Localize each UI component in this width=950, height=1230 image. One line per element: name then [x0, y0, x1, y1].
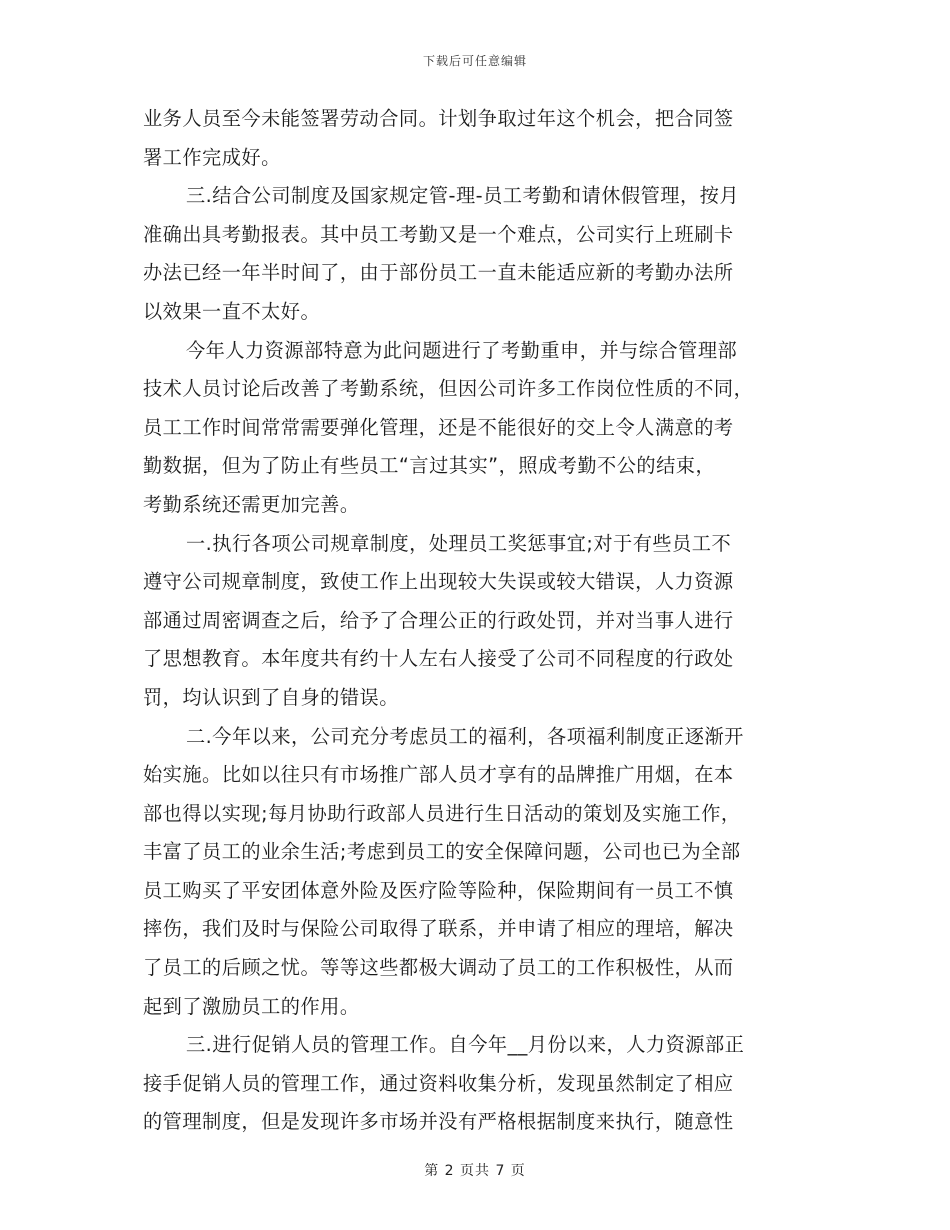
- text-line: 摔伤，我们及时与保险公司取得了联系，并申请了相应的理培，解决: [143, 917, 734, 941]
- page-header: 下载后可任意编辑: [422, 54, 527, 68]
- text-line: 技术人员讨论后改善了考勤系统，但因公司许多工作岗位性质的不同，: [143, 377, 754, 401]
- text-line: 了员工的后顾之忧。等等这些都极大调动了员工的工作积极性，从而: [143, 956, 734, 980]
- text-line: 考勤系统还需更加完善。: [143, 492, 360, 516]
- text-line: 部通过周密调查之后，给予了合理公正的行政处罚，并对当事人进行: [143, 608, 734, 632]
- paragraph-start-line: 今年人力资源部特意为此问题进行了考勤重申，并与综合管理部: [186, 338, 738, 362]
- text-line: 以效果一直不太好。: [143, 299, 321, 323]
- text-line: 勤数据，但为了防止有些员工“言过其实”，照成考勤不公的结束，: [143, 454, 716, 478]
- text-line: 接手促销人员的管理工作，通过资料收集分析，发现虽然制定了相应: [143, 1071, 734, 1095]
- paragraph-start-line: 三.进行促销人员的管理工作。自今年__月份以来，人力资源部正: [186, 1033, 745, 1057]
- text-line: 起到了激励员工的作用。: [143, 994, 360, 1018]
- text-line: 员工工作时间常常需要弹化管理，还是不能很好的交上令人满意的考: [143, 415, 734, 439]
- document-body: [143, 100, 813, 1142]
- paragraph-start-line: 二.今年以来，公司充分考虑员工的福利，各项福利制度正逐渐开: [186, 724, 744, 748]
- text-line: 罚，均认识到了自身的错误。: [143, 685, 399, 709]
- page-footer: 第 2 页共 7 页: [424, 1163, 526, 1179]
- text-line: 的管理制度，但是发现许多市场并没有严格根据制度来执行，随意性: [143, 1110, 734, 1134]
- text-line: 准确出具考勤报表。其中员工考勤又是一个难点，公司实行上班刷卡: [143, 222, 734, 246]
- paragraph-start-line: 三.结合公司制度及国家规定管-理-员工考勤和请休假管理，按月: [186, 184, 740, 208]
- text-line: 丰富了员工的业余生活;考虑到员工的安全保障问题，公司也已为全部: [143, 840, 741, 864]
- text-line: 员工购买了平安团体意外险及医疗险等险种，保险期间有一员工不慎: [143, 878, 734, 902]
- text-line: 遵守公司规章制度，致使工作上出现较大失误或较大错误，人力资源: [143, 570, 734, 594]
- paragraph-start-line: 一.执行各项公司规章制度，处理员工奖惩事宜;对于有些员工不: [186, 531, 732, 555]
- text-line: 始实施。比如以往只有市场推广部人员才享有的品牌推广用烟，在本: [143, 763, 734, 787]
- text-line: 了思想教育。本年度共有约十人左右人接受了公司不同程度的行政处: [143, 647, 734, 671]
- text-line: 署工作完成好。: [143, 145, 281, 169]
- text-line: 办法已经一年半时间了，由于部份员工一直未能适应新的考勤办法所: [143, 261, 734, 285]
- text-line: 部也得以实现;每月协助行政部人员进行生日活动的策划及实施工作，: [143, 801, 741, 825]
- text-line: 业务人员至今未能签署劳动合同。计划争取过年这个机会，把合同签: [143, 107, 734, 130]
